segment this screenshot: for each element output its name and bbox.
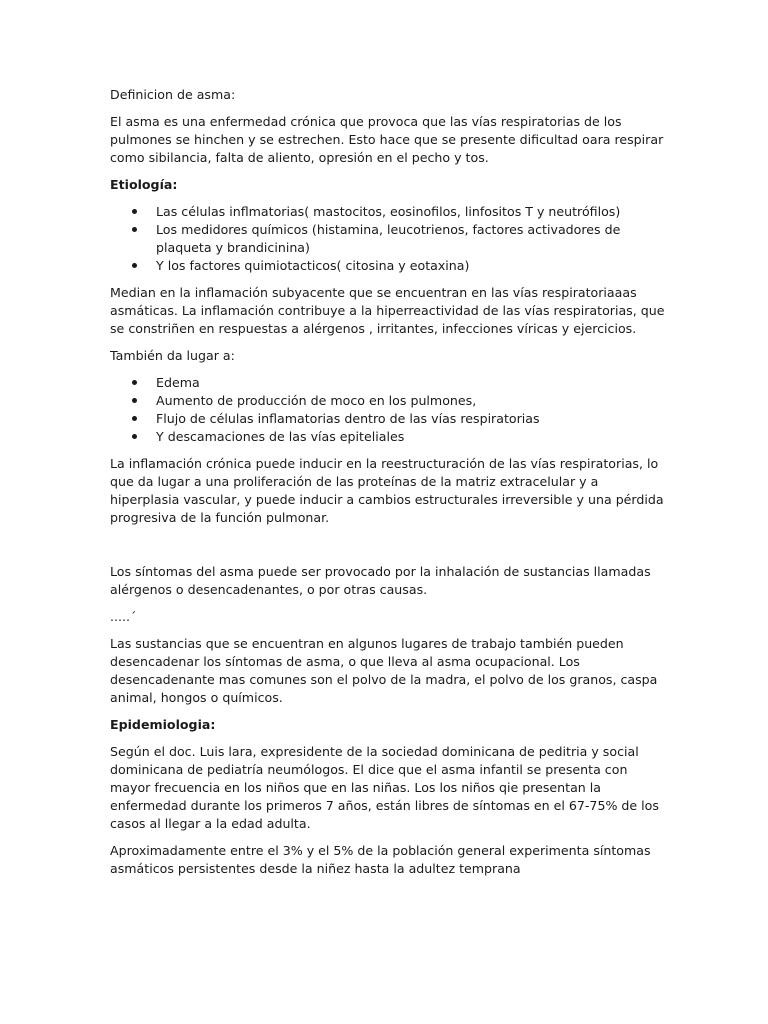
blank-line (110, 536, 670, 563)
document-title: Definicion de asma: (110, 87, 236, 102)
intro-paragraph: El asma es una enfermedad crónica que provoca que las vías respiratorias de los pulmones se hinchen y se estrechen. Esto hace que se presente dificultad oara respirar como sibilancia, falta de aliento, opresión en el pecho y tos. (110, 114, 664, 165)
document-page (110, 86, 670, 887)
median-paragraph: Median en la inflamación subyacente que se encuentran en las vías respiratoriaaas asmáticas. La inflamación contribuye a la hiperreactividad de las vías respiratorias, que se constriñen en respuestas a alérgenos , irritantes, infecciones víricas y ejercicios. (110, 285, 665, 336)
ellipsis-line: .....´ (110, 609, 137, 624)
sustancias-paragraph: Las sustancias que se encuentran en algunos lugares de trabajo también pueden desencadenar los síntomas de asma, o que lleva al asma ocupacional. Los desencadenante mas comunes son el polvo de la madra, el polvo de los granos, caspa animal, hongos o químicos. (110, 636, 658, 705)
list-item: Aumento de producción de moco en los pulmones, (110, 392, 670, 410)
list-item: Y los factores quimiotacticos( citosina y eotaxina) (110, 257, 670, 275)
sintomas-paragraph: Los síntomas del asma puede ser provocado por la inhalación de sustancias llamadas alérgenos o desencadenantes, o por otras causas. (110, 564, 651, 597)
epidemiologia-paragraph-1: Según el doc. Luis lara, expresidente de la sociedad dominicana de peditria y social dominicana de pediatría neumólogos. El dice que el asma infantil se presenta con mayor frecuencia en los niños que en las niñas. Los los niños qie presentan la enfermedad durante los primeros 7 años, están libres de síntomas en el 67-75% de los casos al llegar a la edad adulta. (110, 744, 659, 831)
list-item: Y descamaciones de las vías epiteliales (110, 428, 670, 446)
tambien-list (110, 374, 670, 446)
tambien-intro: También da lugar a: (110, 348, 235, 363)
epidemiologia-paragraph-2: Aproximadamente entre el 3% y el 5% de la población general experimenta síntomas asmáticos persistentes desde la niñez hasta la adultez temprana (110, 843, 651, 876)
list-item: Los medidores químicos (histamina, leucotrienos, factores activadores de plaqueta y brandicinina) (110, 221, 670, 257)
etiologia-heading: Etiología: (110, 177, 178, 192)
list-item: Edema (110, 374, 670, 392)
list-item: Las células inflmatorias( mastocitos, eosinofilos, linfositos T y neutrófilos) (110, 203, 670, 221)
list-item: Flujo de células inflamatorias dentro de las vías respiratorias (110, 410, 670, 428)
epidemiologia-heading: Epidemiologia: (110, 717, 216, 732)
cronica-paragraph: La inflamación crónica puede inducir en la reestructuración de las vías respiratorias, lo que da lugar a una proliferación de las proteínas de la matriz extracelular y a hiperplasia vascular, y puede inducir a cambios estructurales irreversible y una pérdida progresiva de la función pulmonar. (110, 456, 664, 525)
etiologia-list (110, 203, 670, 275)
